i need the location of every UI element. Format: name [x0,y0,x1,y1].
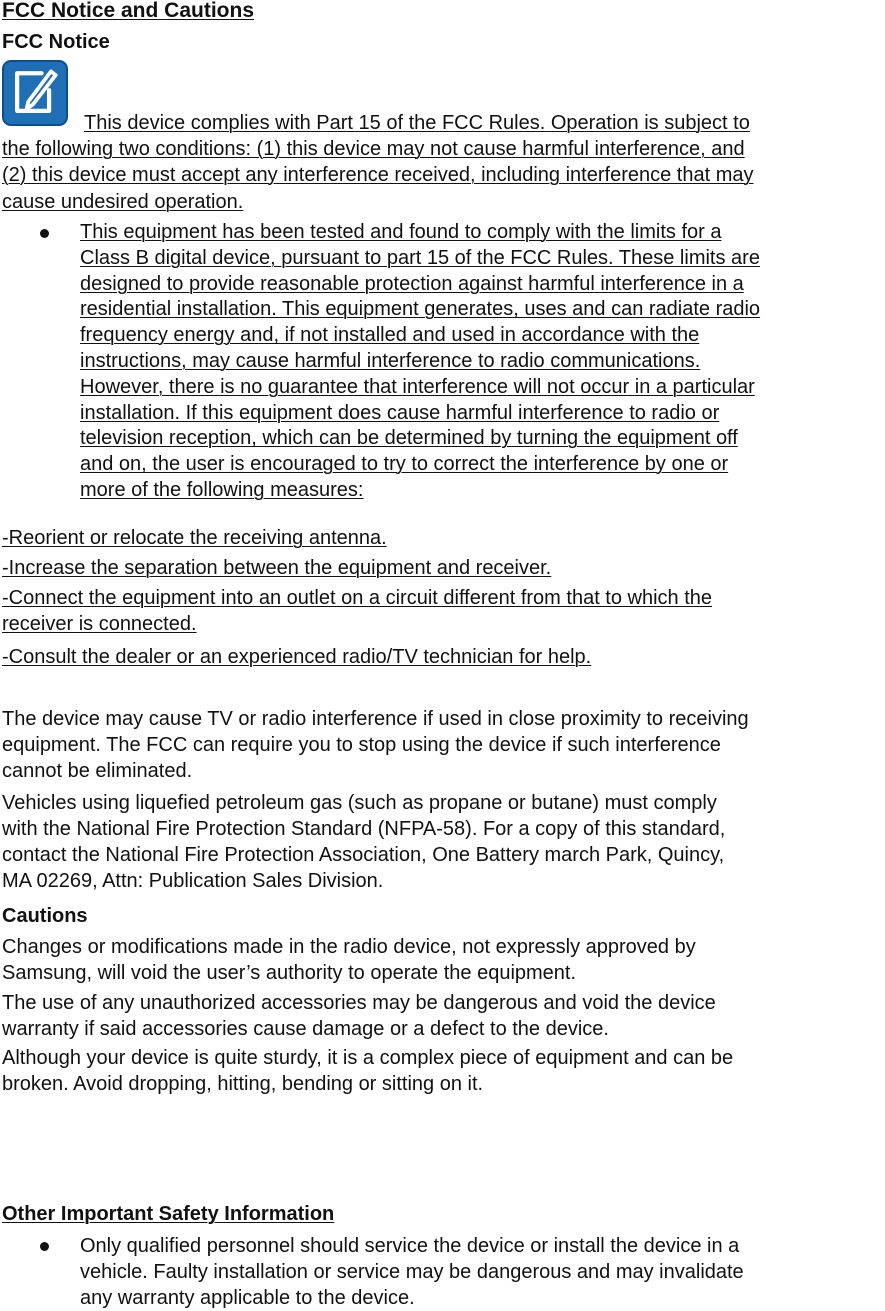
bullet-icon [40,1242,49,1251]
fcc-bullet-line: instructions, may cause harmful interference to radio communications. [80,349,701,372]
other-safety-heading: Other Important Safety Information [2,1203,335,1225]
text-line: Changes or modifications made in the radio device, not expressly approved by [2,936,696,958]
fcc-bullet-line: However, there is no guarantee that interference will not occur in a particular [80,375,755,398]
text-line: warranty if said accessories cause damage or a defect to the device. [2,1018,609,1040]
text-line: contact the National Fire Protection Association, One Battery march Park, Quincy, [2,844,725,866]
fcc-bullet-line: more of the following measures: [80,478,364,501]
intro-line-4: cause undesired operation. [2,191,244,213]
page-title: FCC Notice and Cautions [2,0,255,22]
safety-bullet-line: Only qualified personnel should service the device or install the device in a [80,1235,740,1257]
fcc-bullet-text [80,220,760,504]
text-line: broken. Avoid dropping, hitting, bending or sitting on it. [2,1073,484,1095]
text-line: The use of any unauthorized accessories may be dangerous and void the device [2,992,716,1014]
lpg-paragraph [2,790,725,894]
note-pencil-icon [2,60,68,126]
cautions-heading: Cautions [2,905,88,927]
text-line: Although your device is quite sturdy, it is a complex piece of equipment and can be [2,1047,734,1069]
cautions-paragraph-1 [2,934,696,986]
text-line: Samsung, will void the user’s authority to operate the equipment. [2,962,577,984]
measure-connect: -Connect the equipment into an outlet on a circuit different from that to which the [2,587,713,609]
fcc-bullet-line: Class B digital device, pursuant to part 15 of the FCC Rules. These limits are [80,246,760,269]
bullet-icon [40,229,49,238]
fcc-bullet-line: frequency energy and, if not installed and used in accordance with the [80,324,700,347]
text-line: cannot be eliminated. [2,760,193,782]
intro-line-2: the following two conditions: (1) this device may not cause harmful interference, and [2,138,745,160]
measure-consult: -Consult the dealer or an experienced radio/TV technician for help. [2,646,592,668]
other-safety-bullet-text [80,1233,744,1311]
fcc-bullet-line: This equipment has been tested and found to comply with the limits for a [80,221,722,243]
text-line: with the National Fire Protection Standard (NFPA-58). For a copy of this standard, [2,818,726,840]
fcc-bullet-line: installation. If this equipment does cause harmful interference to radio or [80,401,720,424]
fcc-bullet-line: designed to provide reasonable protection against harmful interference in a [80,272,744,295]
interference-paragraph [2,706,749,784]
fcc-notice-heading: FCC Notice [2,31,110,53]
text-line: MA 02269, Attn: Publication Sales Division. [2,870,384,892]
measure-reorient: -Reorient or relocate the receiving antenna. [2,527,387,549]
safety-bullet-line: vehicle. Faulty installation or service may be dangerous and may invalidate [80,1261,744,1283]
safety-bullet-line: any warranty applicable to the device. [80,1287,415,1309]
cautions-paragraph-3 [2,1045,733,1097]
cautions-paragraph-2 [2,990,716,1042]
fcc-bullet-line: television reception, which can be determined by turning the equipment off [80,427,738,450]
measure-separation: -Increase the separation between the equipment and receiver. [2,557,552,579]
measure-connect-cont: receiver is connected. [2,613,197,635]
text-line: equipment. The FCC can require you to stop using the device if such interference [2,734,721,756]
text-line: Vehicles using liquefied petroleum gas (such as propane or butane) must comply [2,792,717,814]
intro-line-3: (2) this device must accept any interference received, including interference that may [2,164,754,186]
fcc-bullet-line: and on, the user is encouraged to try to correct the interference by one or [80,453,729,476]
text-line: The device may cause TV or radio interference if used in close proximity to receiving [2,708,749,730]
fcc-bullet-line: residential installation. This equipment generates, uses and can radiate radio [80,298,761,321]
intro-line-1: This device complies with Part 15 of the FCC Rules. Operation is subject to [84,112,750,134]
